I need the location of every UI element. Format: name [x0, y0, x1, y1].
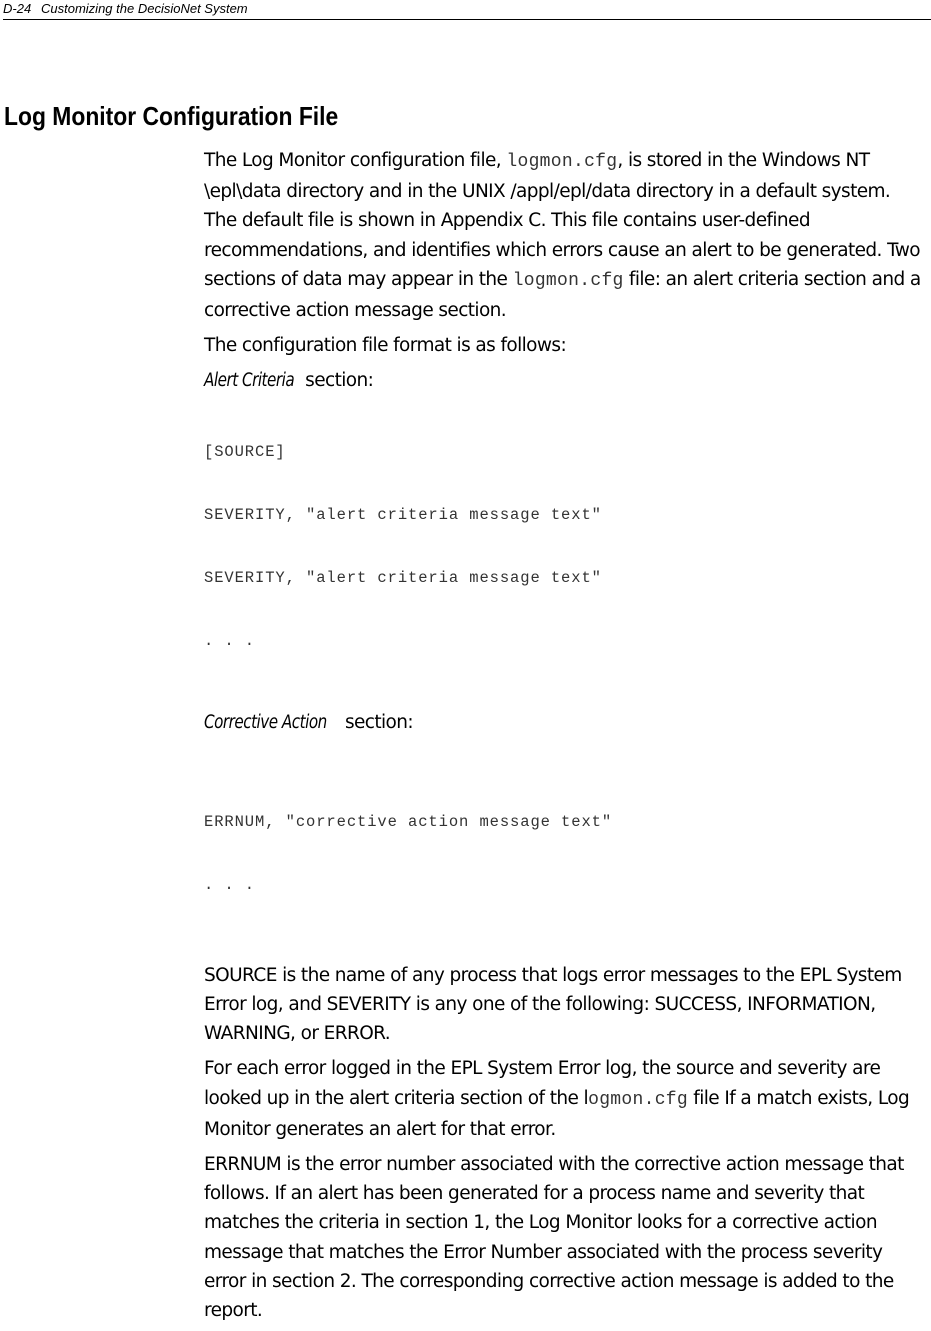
filename-logmon-cfg: logmon.cfg — [506, 152, 618, 172]
corrective-action-suffix: section: — [339, 711, 414, 733]
code-line: ERRNUM, "corrective action message text" — [204, 812, 613, 831]
alert-criteria-code — [204, 400, 928, 694]
code-line: SEVERITY, "alert criteria message text" — [204, 505, 602, 524]
code-line: SEVERITY, "alert criteria message text" — [204, 568, 602, 587]
corrective-action-code — [204, 770, 928, 938]
alert-criteria-heading — [204, 366, 928, 395]
alert-criteria-suffix: section: — [299, 370, 374, 392]
section-title: Log Monitor Configuration File — [4, 101, 339, 131]
code-line: . . . — [204, 875, 256, 894]
code-line: [SOURCE] — [204, 442, 286, 461]
corrective-action-heading — [204, 708, 928, 737]
source-paragraph: SOURCE is the name of any process that logs error messages to the EPL System Error log, and SEVERITY is any one of the following: SUCCESS, INFORMATION, WARNING, or ERROR. — [204, 964, 902, 1045]
lookup-text-2: file If a match exists, Log Monitor generates an alert for that error. — [204, 1087, 910, 1140]
body-text — [204, 146, 928, 1331]
errnum-paragraph: ERRNUM is the error number associated with the corrective action message that follows. If an alert has been generated for a process name and severity that matches the criteria in section 1, the Log Monitor looks for a corrective action message that matches the Error Number associated with the process severity error in section 2. The corresponding corrective action message is added to the report. — [204, 1154, 904, 1322]
lookup-text-1: For each error logged in the EPL System Error log, the source and severity are looked up in the alert criteria section of the l — [204, 1058, 881, 1109]
filename-ogmon-cfg: ogmon.cfg — [588, 1089, 689, 1110]
intro-text-1: The Log Monitor configuration file, — [204, 150, 507, 171]
page-number: D-24 — [3, 1, 32, 16]
chapter-title: Customizing the DecisioNet System — [41, 1, 248, 16]
filename-logmon-cfg-2: logmon.cfg — [512, 270, 624, 291]
lookup-paragraph — [204, 1054, 928, 1144]
code-line: . . . — [204, 631, 256, 650]
format-intro: The configuration file format is as follows: — [204, 335, 567, 357]
alert-criteria-label: Alert Criteria — [204, 370, 295, 392]
intro-text-2: , is stored in the Windows NT \epl\data directory and in the UNIX /appl/epl/data directory in a default system. The default file is shown in Appendix C. This file contains user-defined recommendations, and identifies which errors cause an alert to be generated. Two sections of data may appear in the — [204, 150, 920, 290]
running-header — [3, 0, 931, 20]
intro-text-3: file: an alert criteria section and a corrective action message section. — [204, 268, 921, 322]
corrective-action-label: Corrective Action — [204, 711, 327, 733]
intro-paragraph — [204, 146, 928, 325]
